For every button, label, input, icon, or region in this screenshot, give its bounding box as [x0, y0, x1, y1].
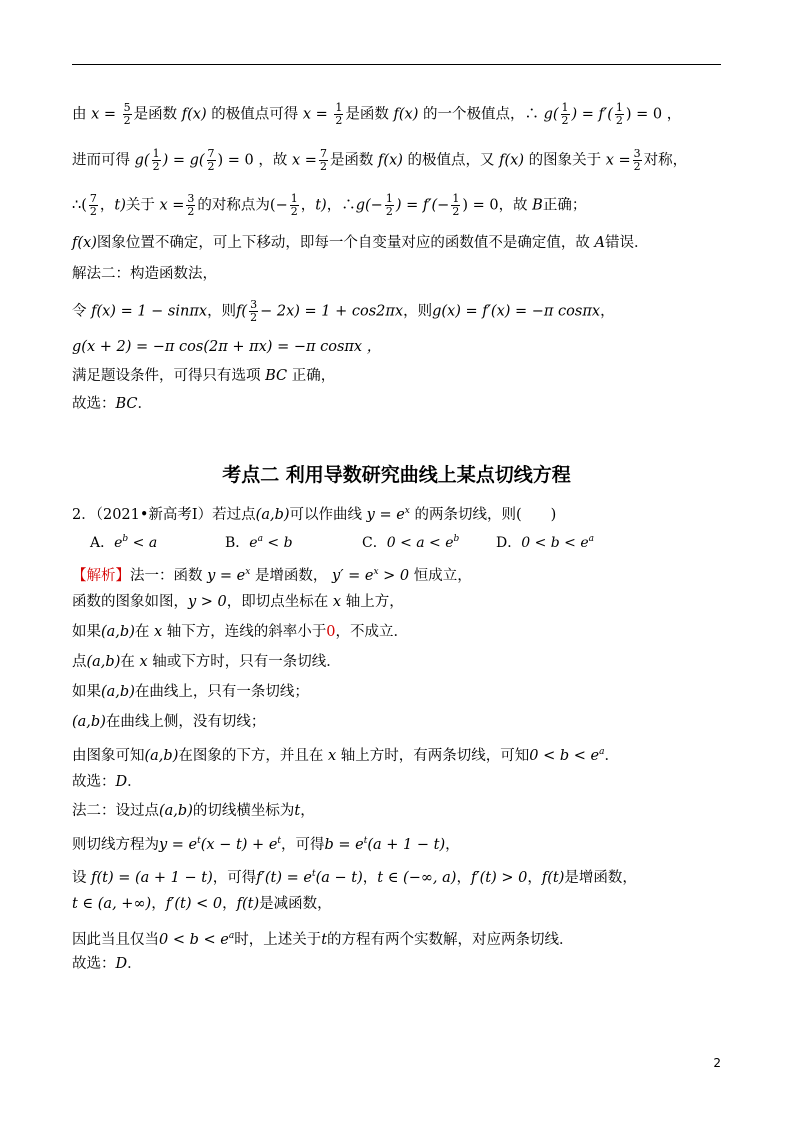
- text-line: f(x)图象位置不确定，可上下移动，即每一个自变量对应的函数值不是确定值，故 A错误．: [72, 235, 649, 251]
- solution-line: t ∈ (a, +∞)，f′(t) < 0，f(t)是减函数，: [72, 896, 332, 912]
- analysis-tag: 【解析】: [72, 568, 130, 584]
- fraction: $\frac{7}{2}$: [319, 147, 327, 173]
- solution-line: (a,b)在曲线上侧，没有切线；: [72, 714, 266, 730]
- fraction: $\frac{5}{2}$: [123, 101, 131, 127]
- fraction: $\frac{3}{2}$: [633, 147, 641, 173]
- text-line: 故选：BC．: [72, 396, 153, 412]
- fraction: $\frac{1}{2}$: [561, 101, 569, 127]
- fraction: $\frac{1}{2}$: [385, 192, 393, 218]
- text-line: 令 f(x) = 1 − sinπx，则f( $\frac{3}{2}$ − 2x) = 1 + cos2πx，则g(x) = f′(x) = −π cosπx，: [72, 298, 615, 324]
- fraction: $\frac{1}{2}$: [335, 101, 343, 127]
- fraction: $\frac{1}{2}$: [615, 101, 623, 127]
- text-line: 由 x = $\frac{5}{2}$ 是函数 f(x) 的极值点可得 x = $\frac{1}{2}$ 是函数 f(x) 的一个极值点，∴ g( $\frac{1}{2}$ ) = f′( $\frac{1}{2}$ ) = 0 ，: [72, 101, 682, 127]
- fraction: $\frac{7}{2}$: [207, 147, 215, 173]
- text-line: 进而可得 g( $\frac{1}{2}$ ) = g( $\frac{7}{2}$ ) = 0 ，故 x = $\frac{7}{2}$ 是函数 f(x) 的极值点，又 f(x) 的图象关于 x = $\frac{3}{2}$ 对称，: [72, 147, 688, 173]
- option-d[interactable]: D．$0 < b < e^a$: [496, 534, 595, 551]
- text-line: 满足题设条件，可得只有选项 BC 正确，: [72, 368, 336, 384]
- fraction: $\frac{3}{2}$: [187, 192, 195, 218]
- text-line: 解法二：构造函数法，: [72, 266, 217, 282]
- solution-line: 法二：设过点(a,b)的切线横坐标为t，: [72, 803, 315, 819]
- fraction: $\frac{1}{2}$: [452, 192, 460, 218]
- option-b[interactable]: B．$e^a < b$: [225, 534, 293, 551]
- fraction: $\frac{7}{2}$: [89, 192, 97, 218]
- option-c[interactable]: C．$0 < a < e^b$: [362, 534, 460, 551]
- fraction: $\frac{1}{2}$: [290, 192, 298, 218]
- page-number: 2: [713, 1056, 721, 1070]
- header-rule: [72, 64, 721, 65]
- text-line: g(x + 2) = −π cos(2π + πx) = −π cosπx ，: [72, 339, 382, 355]
- question-stem: 2．（2021•新高考Ⅰ）若过点(a,b)可以作曲线 $y = e^x$ 的两条切线，则( ): [72, 506, 557, 523]
- solution-line: 故选：D．: [72, 956, 142, 972]
- solution-line: 则切线方程为$y = e^t(x - t) + e^t$，可得$b = e^t(a + 1 - t)$，: [72, 836, 460, 853]
- option-a[interactable]: A．$e^b < a$: [90, 534, 158, 551]
- solution-line: 【解析】法一：函数 $y = e^x$ 是增函数， $y' = e^x > 0$ 恒成立，: [72, 567, 472, 584]
- solution-line: 设 f(t) = (a + 1 − t)，可得$f'(t) = e^t(a - t)$，t ∈ (−∞, a)，f′(t) > 0，f(t)是增函数，: [72, 869, 637, 886]
- solution-line: 点(a,b)在 x 轴或下方时，只有一条切线．: [72, 654, 341, 670]
- solution-line: 因此当且仅当$0 < b < e^a$时，上述关于t的方程有两个实数解，对应两条切线．: [72, 931, 574, 948]
- text-line: ∴( $\frac{7}{2}$ ，t)关于 x = $\frac{3}{2}$ 的对称点为(− $\frac{1}{2}$ ，t)，∴g(− $\frac{1}{2}$ ) = f′(− $\frac{1}{2}$ ) = 0，故 B正确；: [72, 192, 587, 218]
- solution-line: 函数的图象如图，y > 0，即切点坐标在 x 轴上方，: [72, 594, 404, 610]
- solution-line: 如果(a,b)在 x 轴下方，连线的斜率小于0，不成立．: [72, 624, 408, 640]
- fraction: $\frac{1}{2}$: [152, 147, 160, 173]
- fraction: $\frac{3}{2}$: [250, 298, 258, 324]
- solution-line: 由图象可知(a,b)在图象的下方，并且在 x 轴上方时，有两条切线，可知$0 < b < e^a$．: [72, 747, 619, 764]
- solution-line: 故选：D．: [72, 774, 142, 790]
- solution-line: 如果(a,b)在曲线上，只有一条切线；: [72, 684, 309, 700]
- section-title: 考点二 利用导数研究曲线上某点切线方程: [222, 464, 571, 486]
